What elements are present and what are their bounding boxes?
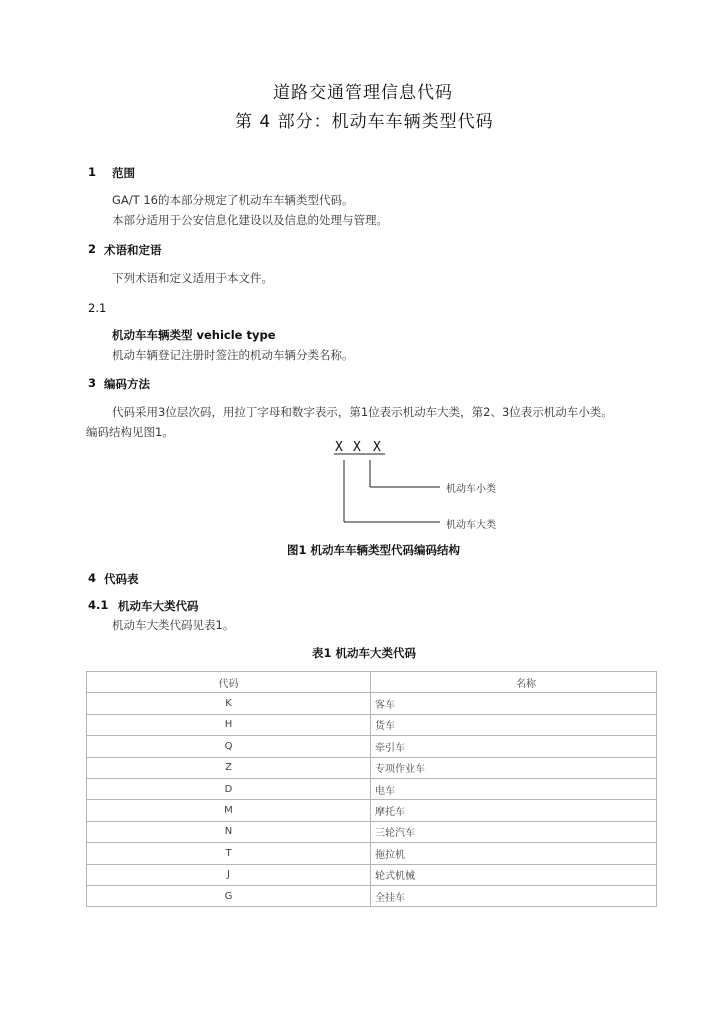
- cell-code: K: [87, 693, 371, 714]
- cell-name: 拖拉机: [371, 843, 657, 864]
- code-char-1: X: [335, 440, 343, 455]
- section-4-heading: 代码表: [104, 572, 139, 586]
- section-1-paragraph-1: GA/T 16的本部分规定了机动车车辆类型代码。: [112, 193, 354, 207]
- term-definition: 机动车辆登记注册时签注的机动车辆分类名称。: [112, 348, 354, 362]
- cell-code: Z: [87, 757, 371, 778]
- cell-code: H: [87, 714, 371, 735]
- table-row: [87, 885, 657, 906]
- table-row: [87, 821, 657, 842]
- section-3-paragraph-1: 代码采用3位层次码，用拉丁字母和数字表示，第1位表示机动车大类，第2、3位表示机动车小类。: [112, 405, 613, 419]
- cell-code: T: [87, 843, 371, 864]
- cell-name: 三轮汽车: [371, 821, 657, 842]
- table-row: [87, 757, 657, 778]
- table-row: [87, 778, 657, 799]
- cell-code: M: [87, 800, 371, 821]
- cell-name: 牵引车: [371, 736, 657, 757]
- cell-name: 摩托车: [371, 800, 657, 821]
- section-3-paragraph-2: 编码结构见图1。: [86, 425, 174, 439]
- code-char-3: X: [373, 440, 381, 455]
- figure-caption: 图1 机动车车辆类型代码编码结构: [287, 543, 461, 557]
- cell-code: D: [87, 778, 371, 799]
- section-1-heading: 范围: [112, 166, 135, 180]
- section-4-1-heading: 机动车大类代码: [118, 599, 199, 613]
- section-1-number: 1: [88, 165, 97, 179]
- table-row: [87, 736, 657, 757]
- vehicle-class-table: [86, 671, 657, 907]
- section-4-1-paragraph-1: 机动车大类代码见表1。: [112, 618, 235, 632]
- section-4-number: 4: [88, 571, 97, 585]
- section-2-1-number: 2.1: [88, 301, 107, 315]
- table-row: [87, 693, 657, 714]
- term-entry: 机动车车辆类型 vehicle type: [112, 328, 276, 342]
- table-row: [87, 714, 657, 735]
- section-3-number: 3: [88, 376, 97, 390]
- cell-name: 全挂车: [371, 885, 657, 906]
- cell-name: 专项作业车: [371, 757, 657, 778]
- table-row: [87, 864, 657, 885]
- header-name: 名称: [371, 672, 657, 693]
- cell-code: J: [87, 864, 371, 885]
- code-structure-diagram: [330, 436, 530, 536]
- cell-name: 货车: [371, 714, 657, 735]
- document-title-line1: 道路交通管理信息代码: [273, 83, 453, 103]
- section-4-1-number: 4.1: [88, 598, 109, 612]
- table-header-row: [87, 672, 657, 693]
- table-row: [87, 843, 657, 864]
- header-code: 代码: [87, 672, 371, 693]
- section-2-number: 2: [88, 242, 97, 256]
- section-1-paragraph-2: 本部分适用于公安信息化建设以及信息的处理与管理。: [112, 213, 388, 227]
- section-3-heading: 编码方法: [104, 377, 150, 391]
- document-title-line2: 第 4 部分：机动车车辆类型代码: [235, 112, 494, 132]
- cell-code: Q: [87, 736, 371, 757]
- table-caption: 表1 机动车大类代码: [312, 646, 417, 660]
- section-2-heading: 术语和定语: [104, 243, 162, 257]
- section-2-paragraph-1: 下列术语和定义适用于本文件。: [112, 271, 273, 285]
- cell-code: N: [87, 821, 371, 842]
- code-char-2: X: [353, 440, 361, 455]
- cell-name: 电车: [371, 778, 657, 799]
- cell-name: 轮式机械: [371, 864, 657, 885]
- label-small-class: 机动车小类: [446, 484, 496, 495]
- cell-name: 客车: [371, 693, 657, 714]
- cell-code: G: [87, 885, 371, 906]
- label-large-class: 机动车大类: [446, 520, 496, 531]
- code-structure-svg: [330, 436, 530, 536]
- table-row: [87, 800, 657, 821]
